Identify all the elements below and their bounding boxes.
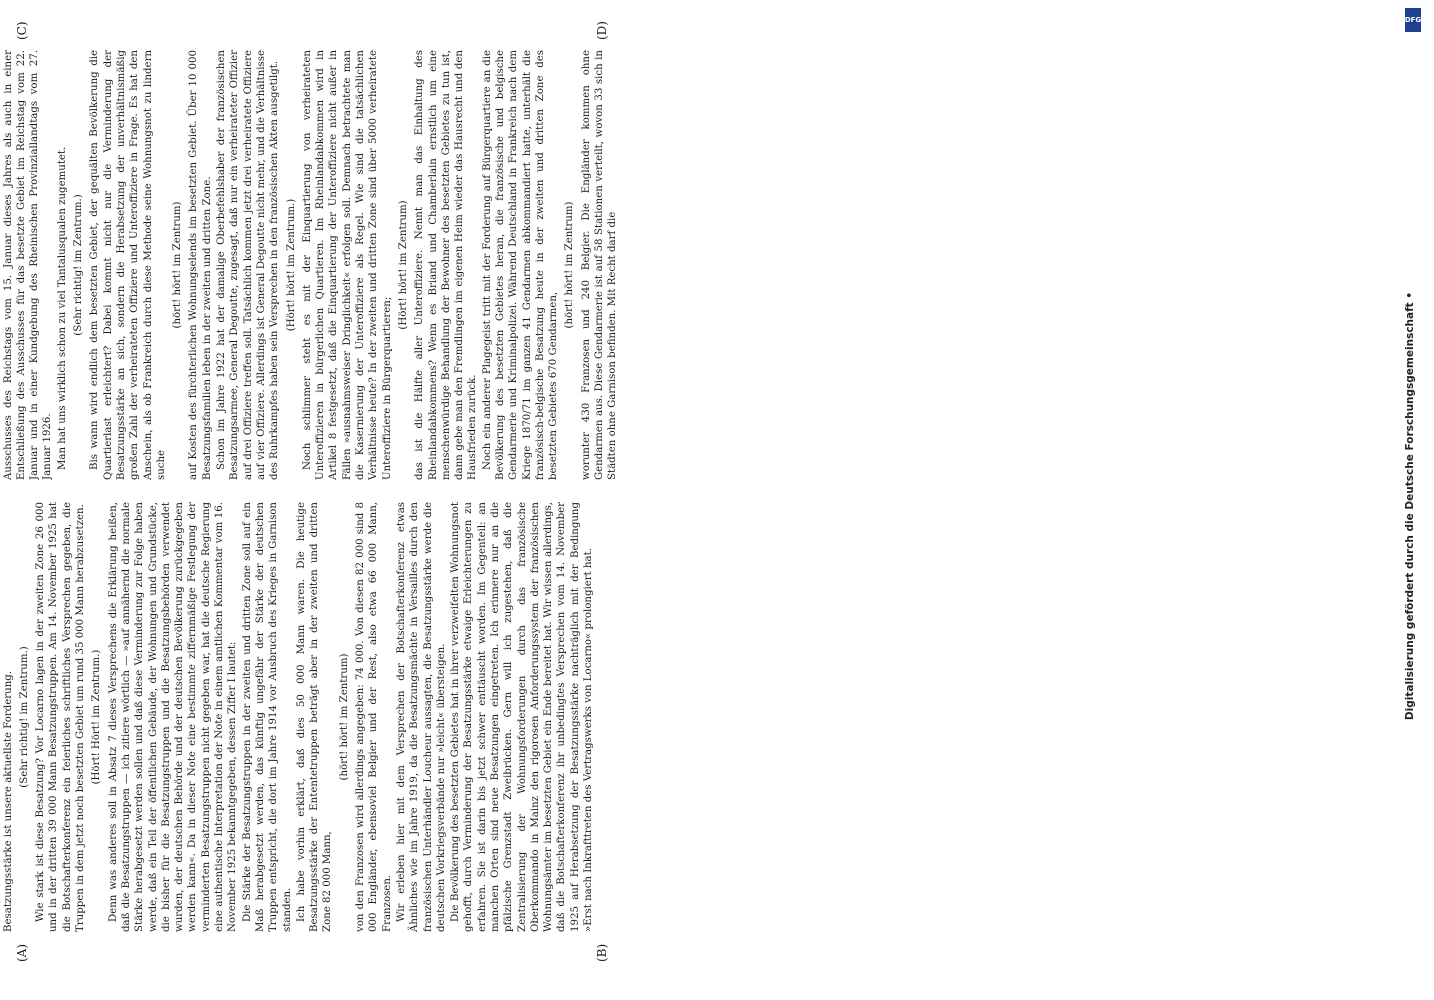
interjection: (hört! hört! im Zentrum) [338, 653, 350, 781]
margin-letter-a: (A) [15, 943, 29, 962]
interjection: (Sehr richtig! im Zentrum.) [73, 194, 85, 336]
paragraph: worunter 430 Franzosen und 240 Belgier. Die Engländer kommen ohne Gendarmen aus. Diese Gendarmerie ist auf 58 Stationen verteilt, wovon 33 sich in Städten ohne Garnison befinden. Mit Recht darf die [580, 50, 619, 480]
interjection: (Hört! hört! im Zentrum) [397, 200, 409, 330]
right-column [0, 50, 1155, 480]
interjection: (hört! hört! im Zentrum) [564, 201, 576, 329]
paragraph: Noch ein anderer Plagegeist tritt mit der Forderung auf Bürgerquartiere an die Bevölkerung des besetzten Gebietes heran, die französische und belgische Gendarmerie und Kriminalpolizei. Während Deutschland in Frankreich nach dem Kriege 1870/71 im ganzen 41 Gendarmen abkommandiert hatte, unterhält die französisch-belgische Besatzung heute in der zweiten und dritten Zone des besetzten Gebietes 670 Gendarmen, [481, 50, 560, 480]
paragraph: Wie stark ist diese Besatzung? Vor Locarno lagen in der zweiten Zone 26 000 und in der dritten 39 000 Mann Besatzungstruppen. Am 14. November 1925 hat die Botschafterkonferenz ein feierliches schriftliches Versprechen gegeben, die Truppen in dem jetzt noch besetzten Gebiet um rund 35 000 Mann herabzusetzen. [35, 502, 87, 932]
interjection: (Sehr richtig! im Zentrum.) [18, 646, 30, 788]
funding-credit-strip [1402, 8, 1428, 992]
margin-letter-d: (D) [595, 21, 609, 40]
quotation: Die Stärke der Besatzungstruppen in der zweiten und dritten Zone soll auf ein Maß herabgesetzt werden, das künftig ungefähr der Stärke der deutschen Truppen entspricht, die dort im Jahre 1914 vor Ausbruch des Krieges in Garnison standen. [241, 502, 293, 932]
paragraph: Die Bevölkerung des besetzten Gebietes hat in ihrer verzweifelten Wohnungsnot gehofft, durch Verminderung der Besatzungsstärke etwaige Erleichterungen zu erfahren. Sie ist darin bis jetzt schwer enttäuscht worden. Im Gegenteil: an manchen Orten sind neue Besatzungen eingetreten. Ich erinnere nur an die pfälzische Grenzstadt Zweibrücken. Gern will ich zugestehen, daß die Zentralisierung der Wohnungsforderungen durch das französische Oberkommando in Mainz den rigorosen Anforderungssystem der französischen Wohnungsämter im besetzten Gebiet ein Ende bereitet hat. Wir wissen allerdings, daß die Botschafterkonferenz ihr unbedingtes Versprechen vom 14. November 1925 auf Herabsetzung der Besatzungsstärke nachträglich mit der Bedingung »Erst nach Inkrafttreten des Vertragswerks von Locarno« prolongiert hat. [450, 502, 595, 932]
left-column [0, 502, 1155, 932]
margin-letter-b: (B) [595, 943, 609, 962]
paragraph: Besatzungsstärke ist unsere aktuellste Forderung. [2, 670, 14, 932]
paragraph: Wir erleben hier mit dem Versprechen der Botschafterkonferenz etwas Ähnliches wie im Jahre 1919, da die Besatzungsmächte in Versailles durch den französischen Unterhändler Loucheur aussagten, die Besatzungsstärke werde die deutschen Vorkriegsverbände nur »leicht« übersteigen. [395, 502, 447, 932]
paragraph: Noch schlimmer steht es mit der Einquartierung von verheirateten Unteroffizieren in bürgerlichen Quartieren. Im Rheinlandabkommen wird in Artikel 8 festgesetzt, daß die Einquartierung der Unteroffiziere nicht außer in Fällen »ausnahmsweiser Dringlichkeit« erfolgen soll. Demnach betrachtete man die Kasernierung der Unteroffiziere als Regel. Wie sind die tatsächlichen Verhältnisse heute? In der zweiten und dritten Zone sind über 5000 verheiratete Unteroffiziere in Bürgerquartieren; [301, 50, 393, 480]
paragraph: auf Kosten des fürchterlichen Wohnungselends im besetzten Gebiet. Über 10 000 Besatzungsfamilien leben in der zweiten und dritten Zone. [188, 50, 213, 480]
interjection: (Hört! Hört! im Zentrum.) [91, 649, 103, 785]
paragraph: von den Franzosen wird allerdings angegeben: 74 000. Von diesen 82 000 sind 8 000 Engländer, ebensoviel Belgier und der Rest, also etwa 66 000 Mann, Franzosen. [355, 502, 393, 932]
paragraph: das ist die Hälfte aller Unteroffiziere. Nennt man das Einhaltung des Rheinlandabkommens? Wenn es Briand und Chamberlain ernstlich um eine menschenwürdige Behandlung der Bewohner des besetzten Gebietes zu tun ist, dann gebe man den Fremdlingen im eigenen Heim wieder das Hausrecht und den Hausfrieden zurück. [414, 50, 479, 480]
interjection: (hört! hört! im Zentrum) [172, 201, 184, 329]
paragraph: Man hat uns wirklich schon zu viel Tantalusqualen zugemutet. [56, 146, 68, 470]
paragraph: Denn was anderes soll in Absatz 7 dieses Versprechens die Erklärung heißen, daß die Besatzungstruppen — ich zitiere wörtlich — »auf annähernd die normale Stärke herabgesetzt werden sollen und daß diese Verminderung zur Folge haben werde, daß ein Teil der öffentlichen Gebäude, der Wohnungen und Grundstücke, die bisher für die Besatzungstruppen und die Besatzungsbehörden verwendet wurden, der deutschen Behörde und der deutschen Bevölkerung zurückgegeben werden kann«. Da in dieser Note eine bestimmte ziffernmäßige Festlegung der verminderten Besatzungstruppen nicht gegeben war, hat die deutsche Regierung eine authentische Interpretation der Note in einem amtlichen Kommentar vom 16. November 1925 bekanntgegeben, dessen Ziffer I lautet: [107, 502, 239, 932]
margin-letter-c: (C) [15, 21, 29, 40]
interjection: (Hört! hört! im Zentrum.) [285, 198, 297, 332]
dfg-logo: DFG [1405, 8, 1421, 32]
paragraph: Ausschusses des Reichstags vom 15. Januar dieses Jahres als auch in einer Entschließung des Ausschusses für das besetzte Gebiet im Reichstag vom 22. Januar und in einer Kundgebung des Rheinischen Provinziallandtags vom 27. Januar 1926. [2, 50, 54, 480]
paragraph: Ich habe vorhin erklärt, daß dies 50 000 Mann waren. Die heutige Besatzungsstärke der Ententetruppen beträgt aber in der zweiten und dritten Zone 82 000 Mann, [295, 502, 334, 932]
paragraph: Bis wann wird endlich dem besetzten Gebiet, der gequälten Bevölkerung die Quartierlast erleichtert? Dabei kommt nicht nur die Verminderung der Besatzungsstärke an sich, sondern die Herabsetzung der unverhältnismäßig großen Zahl der verheirateten Offiziere und Unteroffiziere in Frage. Es hat den Anschein, als ob Frankreich durch diese Methode seine Wohnungsnot zu lindern suche [89, 50, 167, 480]
paragraph: Schon im Jahre 1922 hat der damalige Oberbefehlshaber der französischen Besatzungsarmee, General Degoutte, zugesagt, daß nur ein verheirateter Offizier auf drei Offiziere treffen soll. Tatsächlich kommen jetzt drei verheiratete Offiziere auf vier Offiziere. Allerdings ist General Degoutte nicht mehr, und die Verhältnisse des Ruhrkampfes haben sein Versprechen in den französischen Akten ausgetilgt. [216, 50, 281, 480]
rotated-document-page [0, 21, 1165, 962]
funding-credit-text: Digitalisierung gefördert durch die Deutsche Forschungsgemeinschaft • [1404, 291, 1416, 721]
